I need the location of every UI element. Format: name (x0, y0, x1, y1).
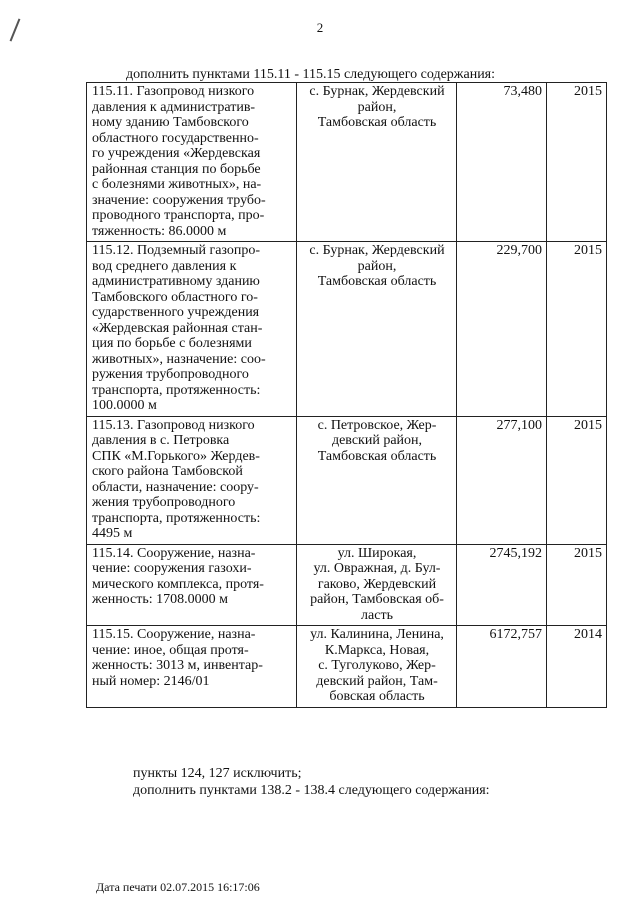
item-location-cell (297, 544, 457, 626)
item-year-cell: 2015 (547, 83, 607, 242)
page-number: 2 (316, 20, 324, 35)
exclusion-text: пункты 124, 127 исключить; (133, 766, 302, 781)
item-location-cell (297, 626, 457, 708)
item-location-cell-line: район, Тамбовская об- (310, 592, 444, 607)
item-location-cell-line: ул. Овражная, д. Бул- (313, 561, 441, 576)
item-name-cell (87, 544, 297, 626)
item-name-cell-line: тяженность: 86.0000 м (92, 223, 227, 239)
item-name-cell-line: вод среднего давления к (92, 258, 237, 274)
item-name-cell-line: давления в с. Петровка (92, 433, 230, 448)
item-location-cell-line: Тамбовская область (317, 274, 437, 289)
item-name-cell-line: жения трубопроводного (92, 495, 236, 510)
item-name-cell-line: ского района Тамбовской (92, 464, 243, 479)
item-value-cell: 6172,757 (457, 626, 547, 708)
item-name-cell-line: с болезнями животных», на- (92, 177, 262, 192)
item-name-cell-line: транспорта, протяженность: (92, 510, 261, 526)
item-name-cell-line: 115.12. Подземный газопро- (92, 243, 261, 258)
item-name-cell-line: 115.14. Сооружение, назна- (92, 545, 256, 561)
item-name-cell-line: давления к административ- (92, 99, 256, 115)
intro-text: дополнить пунктами 115.11 - 115.15 следующего содержания: (126, 67, 496, 82)
item-name-cell (87, 83, 297, 242)
print-date: Дата печати 02.07.2015 16:17:06 (96, 880, 260, 894)
table-row (87, 626, 607, 708)
item-name-cell-line: 115.11. Газопровод низкого (92, 84, 255, 99)
table-row (87, 416, 607, 544)
item-location-cell-line: гаково, Жердевский (317, 576, 437, 592)
item-name-cell-line: животных», назначение: соо- (92, 351, 266, 367)
item-name-cell-line: проводного транспорта, про- (92, 208, 265, 223)
item-location-cell-line: бовская область (329, 689, 425, 704)
item-name-cell (87, 626, 297, 708)
item-name-cell-line: 100.0000 м (92, 398, 157, 413)
item-name-cell-line: районная станция по борьбе (92, 161, 261, 177)
item-year-cell: 2015 (547, 416, 607, 544)
item-location-cell-line: ул. Широкая, (337, 545, 417, 561)
item-location-cell-line: с. Туголуково, Жер- (318, 658, 436, 673)
item-name-cell-line: чение: сооружения газохи- (92, 561, 252, 576)
item-name-cell-line: областного государственно- (92, 130, 259, 146)
table-row (87, 544, 607, 626)
item-name-cell-line: чение: иное, общая протя- (92, 642, 249, 658)
item-name-cell-line: «Жердевская районная стан- (92, 320, 263, 336)
item-value-cell: 277,100 (457, 416, 547, 544)
item-location-cell-line: район, (357, 99, 397, 115)
item-location-cell-line: ласть (361, 607, 393, 623)
item-name-cell (87, 416, 297, 544)
item-location-cell-line: девский район, (331, 433, 423, 448)
item-location-cell (297, 242, 457, 417)
item-name-cell-line: Тамбовского областного го- (92, 289, 258, 305)
item-location-cell-line: Тамбовская область (317, 115, 437, 130)
item-name-cell-line: го учреждения «Жердевская (92, 146, 261, 161)
item-name-cell-line: женность: 1708.0000 м (92, 592, 229, 607)
item-location-cell (297, 416, 457, 544)
item-name-cell-line: ный номер: 2146/01 (92, 673, 210, 689)
item-name-cell-line: транспорта, протяженность: (92, 382, 261, 398)
item-name-cell-line: мического комплекса, протя- (92, 576, 264, 592)
item-location-cell-line: район, (357, 258, 397, 274)
item-name-cell (87, 242, 297, 417)
item-location-cell-line: с. Петровское, Жер- (317, 417, 437, 433)
item-location-cell-line: К.Маркса, Новая, (324, 642, 430, 658)
items-table (86, 82, 607, 708)
item-year-cell: 2015 (547, 544, 607, 626)
table-row (87, 242, 607, 417)
item-name-cell-line: ция по борьбе с болезнями (92, 336, 252, 351)
item-name-cell-line: ному зданию Тамбовского (92, 115, 249, 130)
item-name-cell-line: женность: 3013 м, инвентар- (92, 658, 263, 673)
item-location-cell-line: с. Бурнак, Жердевский (309, 84, 445, 99)
addition-text: дополнить пунктами 138.2 - 138.4 следующего содержания: (133, 783, 490, 798)
item-name-cell-line: 115.15. Сооружение, назна- (92, 627, 256, 642)
item-name-cell-line: СПК «М.Горького» Жердев- (92, 448, 260, 464)
item-name-cell-line: административному зданию (92, 274, 260, 289)
item-location-cell (297, 83, 457, 242)
item-value-cell: 2745,192 (457, 544, 547, 626)
item-value-cell: 229,700 (457, 242, 547, 417)
item-year-cell: 2015 (547, 242, 607, 417)
item-location-cell-line: с. Бурнак, Жердевский (309, 243, 445, 258)
item-value-cell: 73,480 (457, 83, 547, 242)
item-name-cell-line: ружения трубопроводного (92, 367, 249, 382)
item-name-cell-line: сударственного учреждения (92, 305, 260, 320)
item-name-cell-line: 115.13. Газопровод низкого (92, 417, 255, 433)
item-name-cell-line: значение: сооружения трубо- (92, 192, 266, 208)
item-name-cell-line: области, назначение: соору- (92, 479, 259, 495)
item-location-cell-line: девский район, Там- (316, 673, 438, 689)
item-location-cell-line: ул. Калинина, Ленина, (310, 627, 444, 642)
item-name-cell-line: 4495 м (92, 526, 133, 541)
item-location-cell-line: Тамбовская область (317, 448, 437, 464)
table-row (87, 83, 607, 242)
item-year-cell: 2014 (547, 626, 607, 708)
